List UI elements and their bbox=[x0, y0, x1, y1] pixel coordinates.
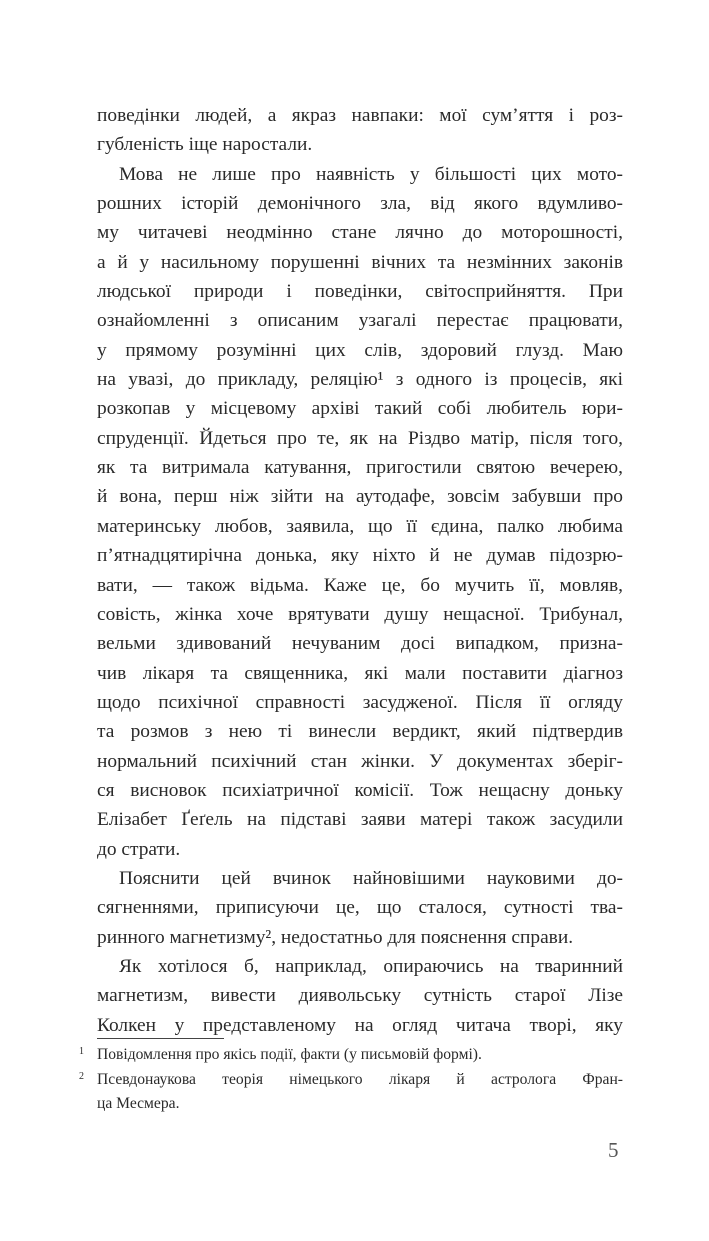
paragraph bbox=[97, 160, 623, 864]
footnote bbox=[79, 1043, 623, 1068]
text-line: Елізабет Ґеґель на підставі заяви матері також засудили bbox=[97, 809, 623, 831]
text-line: Пояснити цей вчинок найновішими науковими до- bbox=[119, 867, 623, 889]
text-line: сягненнями, приписуючи це, що сталося, сутності тва- bbox=[97, 897, 623, 919]
page-number: 5 bbox=[608, 1138, 619, 1162]
text-line: Як хотілося б, наприклад, опираючись на тваринний bbox=[119, 955, 623, 977]
footnote-separator bbox=[97, 1038, 224, 1039]
text-line: та розмов з нею ті винесли вердикт, який підтвердив bbox=[97, 721, 623, 743]
text-line: п’ятнадцятирічна донька, яку ніхто й не думав підозрю- bbox=[97, 545, 623, 567]
text-line: й вона, перш ніж зійти на аутодафе, зовсім забувши про bbox=[97, 486, 623, 508]
footnote-marker: 1 bbox=[79, 1046, 84, 1057]
paragraph bbox=[97, 952, 623, 1040]
text-line: до страти. bbox=[97, 838, 181, 860]
footnote-line: Псевдонаукова теорія німецького лікаря й астролога Фран- bbox=[97, 1070, 623, 1088]
text-line: магнетизм, вивести диявольську сутність старої Лізе bbox=[97, 985, 623, 1007]
text-line: му читачеві неодмінно стане лячно до моторошності, bbox=[97, 222, 623, 244]
text-line: розкопав у місцевому архіві такий собі любитель юри- bbox=[97, 398, 623, 420]
text-line: Мова не лише про наявність у більшості цих мото- bbox=[119, 163, 623, 185]
body-text bbox=[97, 101, 623, 1040]
text-line: а й у насильному порушенні вічних та незмінних законів bbox=[97, 251, 623, 273]
text-line: ринного магнетизму², недостатньо для пояснення справи. bbox=[97, 926, 574, 948]
paragraph bbox=[97, 864, 623, 952]
text-line: чив лікаря та священника, які мали поставити діагноз bbox=[97, 662, 623, 684]
text-line: у прямому розумінні цих слів, здоровий глузд. Маю bbox=[97, 339, 623, 361]
footnote-line: Повідомлення про якісь події, факти (у письмовій формі). bbox=[97, 1046, 482, 1063]
text-line: губленість іще наростали. bbox=[97, 134, 313, 156]
footnote-line: ца Месмера. bbox=[97, 1095, 180, 1112]
text-line: щодо психічної справності засудженої. Після її огляду bbox=[97, 691, 623, 713]
text-line: ознайомленні з описаним узагалі перестає працювати, bbox=[97, 310, 623, 332]
text-line: совість, жінка хоче врятувати душу нещасної. Трибунал, bbox=[97, 603, 623, 625]
footnotes bbox=[79, 1043, 623, 1117]
footnote-marker: 2 bbox=[79, 1070, 84, 1082]
paragraph bbox=[97, 101, 623, 160]
footnote bbox=[79, 1068, 623, 1117]
text-line: вати, — також відьма. Каже це, бо мучить її, мовляв, bbox=[97, 574, 623, 596]
text-line: материнську любов, заявила, що її єдина, палко любима bbox=[97, 515, 623, 537]
text-line: людської природи і поведінки, світосприйняття. При bbox=[97, 281, 623, 303]
text-line: вельми здивований нечуваним досі випадком, призна- bbox=[97, 633, 623, 655]
text-line: рошних історій демонічного зла, від якого вдумливо- bbox=[97, 193, 623, 215]
text-line: поведінки людей, а якраз навпаки: мої сум’яття і роз- bbox=[97, 105, 623, 126]
text-line: ся висновок психіатричної комісії. Тож нещасну доньку bbox=[97, 779, 623, 801]
text-line: спруденції. Йдеться про те, як на Різдво матір, після того, bbox=[97, 427, 623, 449]
text-line: як та витримала катування, пригостили святою вечерею, bbox=[97, 457, 623, 479]
text-line: Колкен у представленому на огляд читача творі, яку bbox=[97, 1014, 623, 1036]
text-line: нормальний психічний стан жінки. У документах зберіг- bbox=[97, 750, 623, 772]
text-line: на увазі, до прикладу, реляцію¹ з одного із процесів, які bbox=[97, 369, 623, 391]
